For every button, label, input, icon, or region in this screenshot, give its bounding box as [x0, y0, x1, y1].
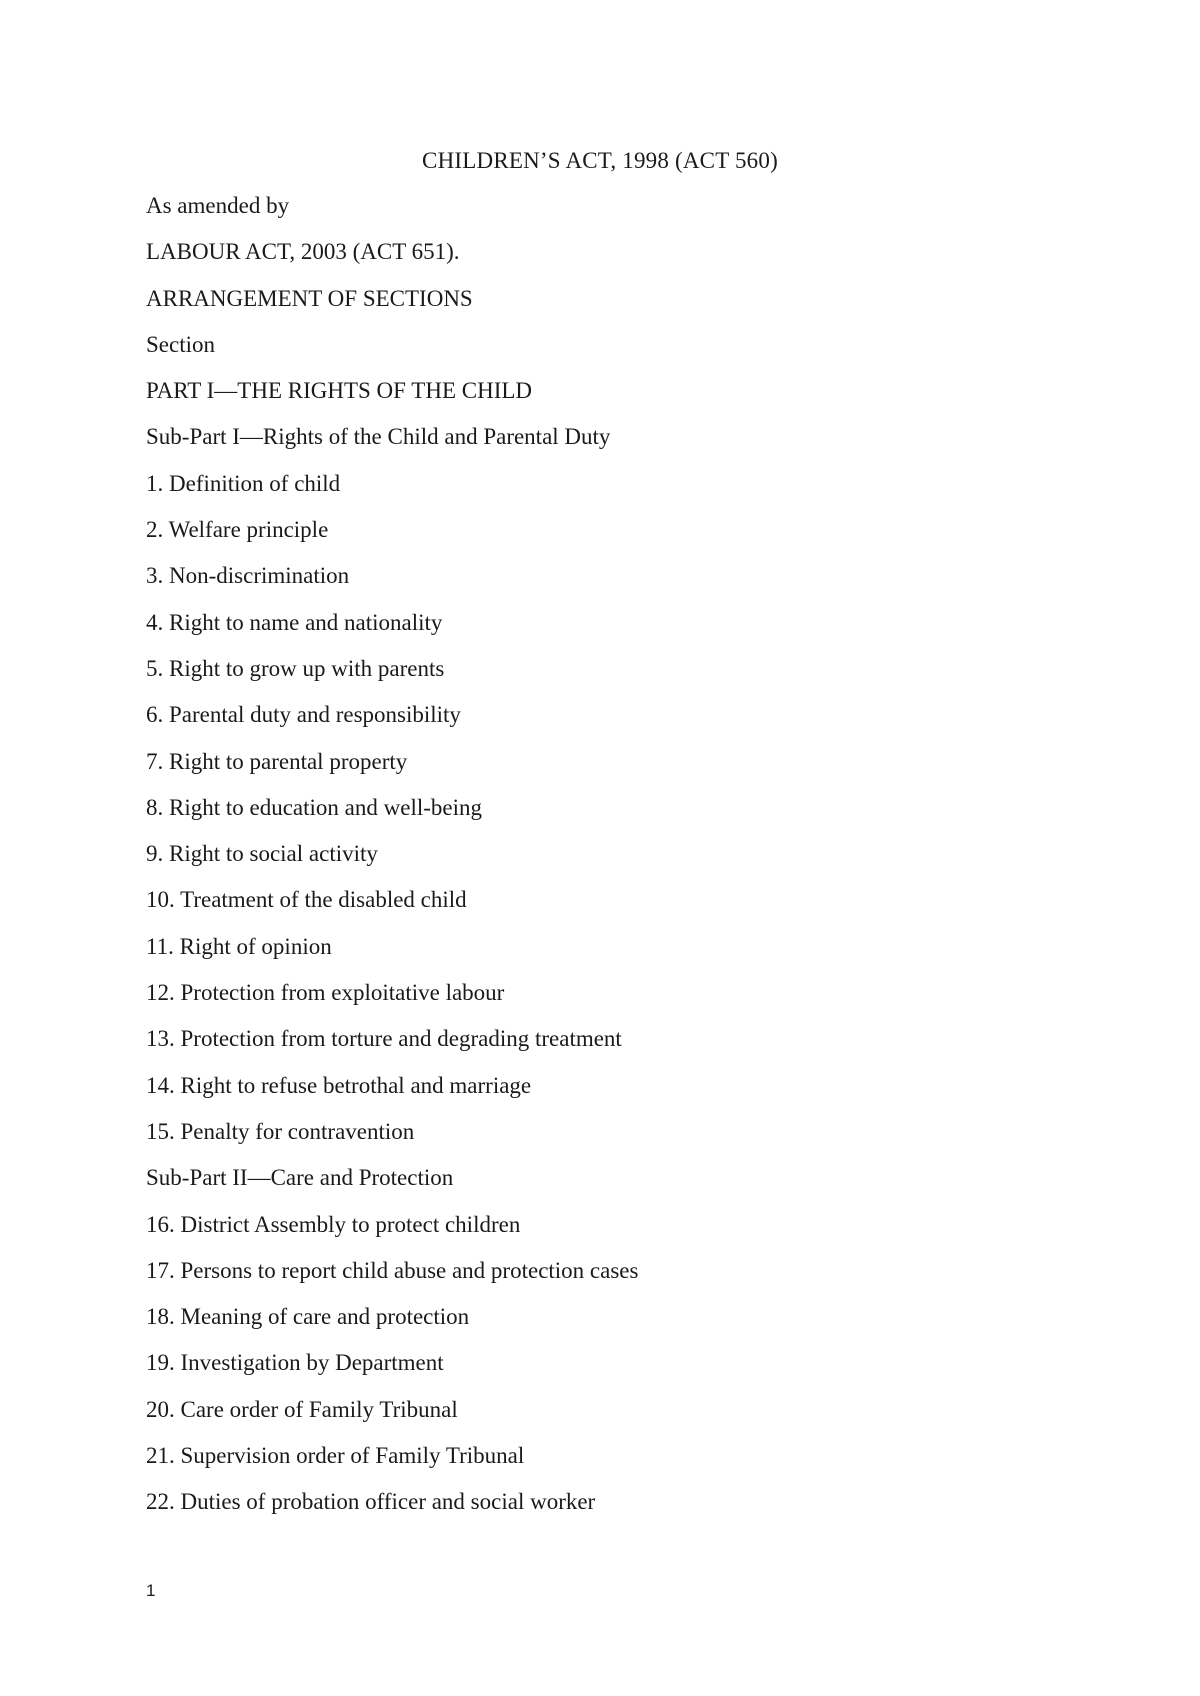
page-number: 1 [146, 1581, 156, 1600]
section-entry: 18. Meaning of care and protection [146, 1304, 470, 1330]
section-entry: 19. Investigation by Department [146, 1350, 444, 1376]
section-entry: 12. Protection from exploitative labour [146, 980, 505, 1006]
section-entry: 21. Supervision order of Family Tribunal [146, 1443, 525, 1469]
section-entry: 17. Persons to report child abuse and protection cases [146, 1257, 639, 1283]
section-entry: 6. Parental duty and responsibility [146, 702, 461, 728]
section-entry: 8. Right to education and well-being [146, 794, 482, 820]
section-entry: 11. Right of opinion [146, 933, 332, 959]
section-entry: 3. Non-discrimination [146, 563, 350, 589]
section-entry: 9. Right to social activity [146, 841, 378, 867]
arrangement-heading: ARRANGEMENT OF SECTIONS [146, 285, 473, 311]
section-entry: 7. Right to parental property [146, 748, 408, 774]
section-entry: 14. Right to refuse betrothal and marriage [146, 1072, 532, 1098]
section-entry: 22. Duties of probation officer and social worker [146, 1489, 596, 1515]
section-entry: 5. Right to grow up with parents [146, 655, 445, 681]
section-entry: 15. Penalty for contravention [146, 1118, 415, 1144]
amending-act-line: LABOUR ACT, 2003 (ACT 651). [146, 239, 460, 265]
section-entry: 2. Welfare principle [146, 517, 329, 543]
section-entry: 13. Protection from torture and degrading treatment [146, 1026, 622, 1052]
subpart-heading: Sub-Part I—Rights of the Child and Parental Duty [146, 424, 611, 450]
section-heading: Section [146, 331, 215, 357]
part-heading: PART I—THE RIGHTS OF THE CHILD [146, 378, 533, 404]
section-entry: 16. District Assembly to protect children [146, 1211, 521, 1237]
amended-by-line: As amended by [146, 193, 290, 218]
subpart-heading: Sub-Part II—Care and Protection [146, 1165, 454, 1191]
section-entry: 10. Treatment of the disabled child [146, 887, 467, 913]
document-title: CHILDREN’S ACT, 1998 (ACT 560) [422, 148, 778, 173]
section-entry: 4. Right to name and nationality [146, 609, 443, 635]
section-entry: 1. Definition of child [146, 470, 341, 496]
section-entry: 20. Care order of Family Tribunal [146, 1396, 458, 1422]
arrangement-of-sections [146, 191, 1106, 1534]
